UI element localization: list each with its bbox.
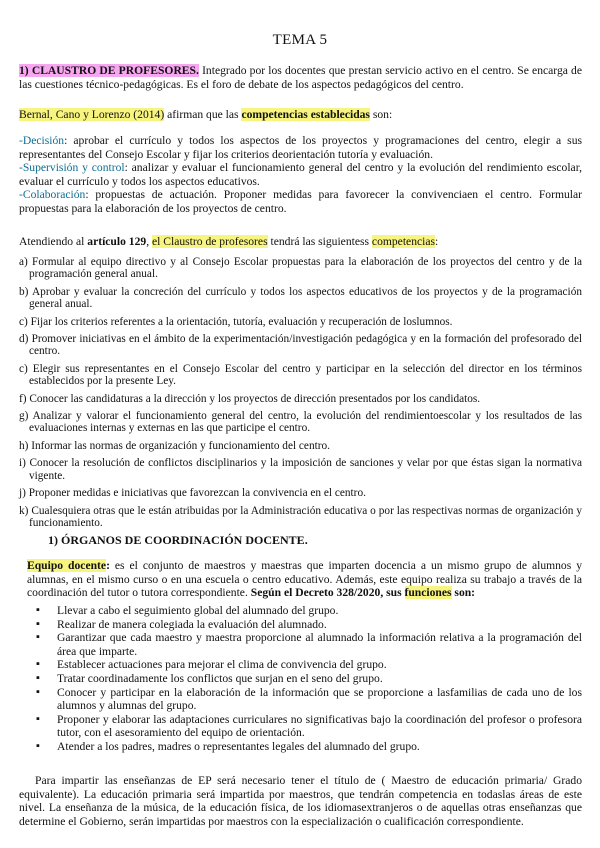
articulo-mid: tendrá las siguientess — [267, 235, 372, 248]
list-item — [36, 686, 582, 713]
bullet-icon: ▪ — [36, 739, 40, 752]
list-item: a) Formular al equipo directivo y al Consejo Escolar propuestas para la elaboración de los proyectos del centro y de la programación general anual. — [19, 256, 582, 281]
funcion-text: Garantizar que cada maestro y maestra proporcione al alumnado la información relativa a la programación del área que imparte. — [57, 631, 582, 658]
articulo-end: : — [435, 235, 439, 248]
equipo-colon: : — [106, 559, 110, 572]
decreto-ref: Según el Decreto 328/2020, sus — [250, 586, 405, 600]
funciones-son: son: — [451, 586, 476, 600]
funcion-text: Realizar de manera colegiada la evaluación del alumnado. — [57, 617, 327, 631]
competencias-autores-list — [19, 134, 582, 216]
list-item: c) Fijar los criterios referentes a la orientación, tutoría, evaluación y recuperación de loslumnos. — [19, 315, 453, 328]
bullet-icon: ▪ — [36, 617, 40, 630]
funcion-text: Atender a los padres, madres o representantes legales del alumnado del grupo. — [57, 739, 420, 753]
competencia-label: -Supervisión y control — [19, 161, 125, 175]
claustro-section — [19, 64, 582, 91]
funciones-label: funciones — [404, 586, 452, 600]
list-item: k) Cualesquiera otras que le están atribuidas por la Administración educativa o por las respectivas normas de organización y funcionamiento. — [19, 504, 582, 529]
bullet-icon: ▪ — [36, 712, 40, 725]
equipo-docente-label: Equipo docente — [27, 559, 107, 572]
organos-heading: 1) ÓRGANOS DE COORDINACIÓN DOCENTE. — [48, 533, 308, 547]
competencia-label: -Decisión — [19, 134, 65, 147]
funcion-text: Llevar a cabo el seguimiento global del alumnado del grupo. — [57, 604, 339, 617]
list-item: i) Conocer la resolución de conflictos disciplinarios y la imposición de sanciones y velar por que éstas sigan la normativa vigente. — [19, 457, 582, 482]
list-item — [36, 631, 582, 658]
list-item — [36, 713, 582, 740]
bernal-author: Bernal, Cano y Lorenzo (2014) — [19, 108, 165, 121]
competencia-text: : aprobar el currículo y todos los aspectos de los proyectos y programaciones del centro, elegir a sus representantes del Consejo Escolar y fijar los criterios deorientación tutoría y evaluación. — [19, 134, 582, 161]
competencia-supervision — [19, 161, 582, 188]
list-item — [36, 658, 582, 672]
articulo-claustro: el Claustro de profesores — [152, 235, 268, 248]
list-item: b) Aprobar y evaluar la concreción del currículo y todos los aspectos educativos de los proyectos y de la programación general anual. — [19, 285, 582, 311]
articulo-intro — [19, 235, 582, 249]
list-item — [36, 604, 582, 618]
list-item: j) Proponer medidas e iniciativas que favorezcan la convivencia en el centro. — [19, 487, 366, 500]
bullet-icon: ▪ — [36, 658, 40, 671]
bullet-icon: ▪ — [36, 631, 40, 644]
list-item: h) Informar las normas de organización y funcionamiento del centro. — [19, 439, 330, 452]
competencia-colaboracion — [19, 188, 582, 215]
funciones-list — [36, 604, 582, 754]
list-item: c) Elegir sus representantes en el Consejo Escolar del centro y participar en la selección del director en los términos establecidos por la presente Ley. — [19, 362, 582, 388]
bullet-icon: ▪ — [36, 671, 40, 684]
competencia-text: : analizar y evaluar el funcionamiento general del centro y la evolución del rendimiento escolar, evaluar el currículo y todos los aspectos educativos. — [19, 161, 582, 188]
page-title: TEMA 5 — [272, 32, 328, 48]
articulo-comma: , — [146, 235, 152, 248]
list-item — [36, 672, 582, 686]
competencias-establecidas: competencias establecidas — [241, 108, 370, 121]
bullet-icon: ▪ — [36, 685, 40, 698]
equipo-text: es el conjunto de maestros y maestras que imparten docencia a un mismo grupo de alumnos y alumnas, en el mismo curso o en una escuela o centro educativo. Además, este equipo realiza su trabajo a través de la coordinación del tutor o tutora correspondiente. — [27, 559, 583, 600]
list-item: f) Conocer las candidaturas a la dirección y los proyectos de dirección presentados por los candidatos. — [19, 392, 481, 405]
list-item: g) Analizar y valorar el funcionamiento general del centro, la evolución del rendimientoescolar y los resultados de las evaluaciones internas y externas en las que participe el centro. — [19, 410, 582, 435]
bernal-mid-text: afirman que las — [164, 108, 242, 121]
articulo-competencias: competencias — [371, 235, 436, 248]
bernal-line — [19, 108, 582, 122]
competencia-label: -Colaboración — [19, 188, 86, 202]
competencia-decision — [19, 134, 582, 161]
articulo-number: artículo 129 — [87, 235, 147, 248]
equipo-docente-paragraph — [27, 559, 582, 600]
funcion-text: Establecer actuaciones para mejorar el clima de convivencia del grupo. — [57, 658, 387, 672]
list-item: d) Promover iniciativas en el ámbito de la experimentación/investigación pedagógica y en la formación del profesorado del centro. — [19, 333, 582, 358]
bernal-end-text: son: — [369, 108, 393, 121]
funcion-text: Tratar coordinadamente los conflictos que surjan en el seno del grupo. — [57, 671, 383, 685]
claustro-intro: Integrado por los docentes que prestan servicio activo en el centro. Se encarga de las cuestiones técnico-pedagógicas. Es el foro de debate de los aspectos pedagógicos del centro. — [19, 64, 582, 91]
final-paragraph: Para impartir las enseñanzas de EP será necesario tener el título de ( Maestro de educación primaria/ Grado equivalente). La educación primaria será impartida por maestros, que tendrán competencia en todaslas áreas de este nivel. La enseñanza de la música, de la educación física, de los idiomasextranjeros o de aquellas otras enseñanzas que determine el Gobierno, serán impartidas por maestros con la especialización o cualificación correspondiente. — [19, 774, 582, 828]
list-item — [36, 618, 582, 632]
competencia-text: : propuestas de actuación. Proponer medidas para favorecer la convivenciaen el centro. Formular propuestas para la elaboración de los proyectos de centro. — [19, 188, 582, 215]
articulo-pre: Atendiendo al — [19, 235, 88, 248]
claustro-heading: 1) CLAUSTRO DE PROFESORES. — [19, 64, 199, 77]
list-item — [36, 740, 582, 754]
competencias-articulo-list — [19, 256, 582, 529]
funcion-text: Proponer y elaborar las adaptaciones curriculares no significativas bajo la coordinación del profesor o profesora tutor, con el asesoramiento del equipo de orientación. — [57, 712, 582, 740]
funcion-text: Conocer y participar en la elaboración de la información que se proporcione a lasfamilias de cada uno de los alumnos y alumnas del grupo. — [57, 685, 582, 713]
bullet-icon: ▪ — [36, 604, 40, 616]
